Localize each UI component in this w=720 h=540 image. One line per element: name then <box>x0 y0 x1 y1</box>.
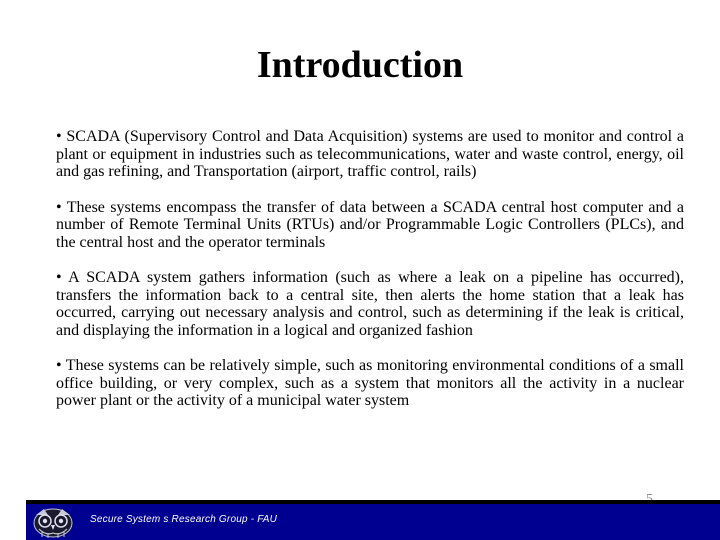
footer-bar <box>26 500 720 540</box>
bullet-item: • These systems can be relatively simple, such as monitoring environmental conditions of a small office building, or very complex, such as a system that monitors all the activity in a nuclear power plant or the activity of a municipal water system <box>56 357 684 409</box>
owl-logo-icon <box>30 505 76 539</box>
bullet-item: • These systems encompass the transfer of data between a SCADA central host computer and a number of Remote Terminal Units (RTUs) and/or Programmable Logic Controllers (PLCs), and the central host and the operator terminals <box>56 198 684 251</box>
slide-title: Introduction <box>256 44 464 86</box>
footer-text: Secure System s Research Group - FAU <box>90 514 278 525</box>
bullet-list <box>56 128 684 428</box>
bullet-item: • A SCADA system gathers information (such as where a leak on a pipeline has occurred), transfers the information back to a central site, then alerts the home station that a leak has occurred, carrying out necessary analysis and control, such as determining if the leak is critical, and displaying the information in a logical and organized fashion <box>56 269 684 339</box>
bullet-item: • SCADA (Supervisory Control and Data Acquisition) systems are used to monitor and control a plant or equipment in industries such as telecommunications, water and waste control, energy, oil and gas refining, and Transportation (airport, traffic control, rails) <box>56 128 684 180</box>
